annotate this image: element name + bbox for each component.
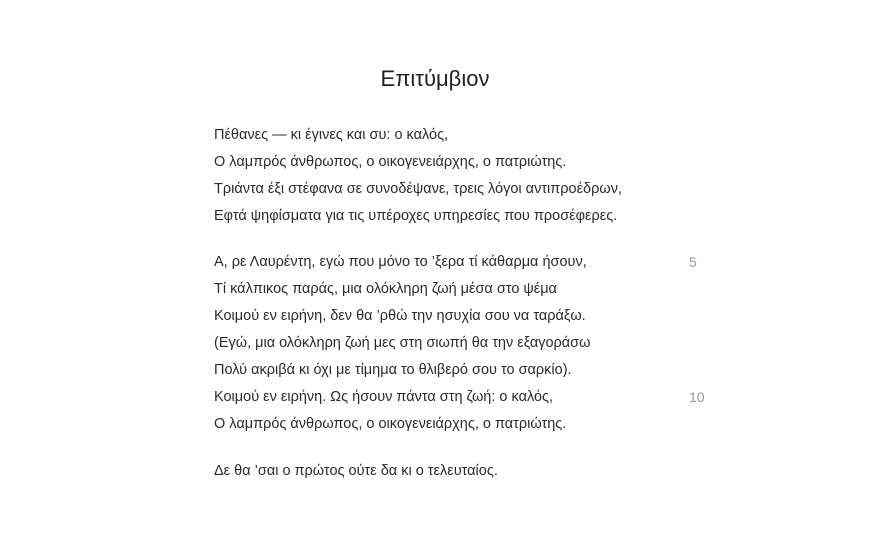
line-text: Πέθανες — κι έγινες και συ: ο καλός,: [214, 127, 449, 143]
line-text: Α, ρε Λαυρέντη, εγώ που μόνο το ’ξερα τί κάθαρμα ήσουν,: [214, 254, 587, 270]
line-text: Εφτά ψηφίσματα για τις υπέροχες υπηρεσίες που προσέφερες.: [214, 208, 618, 224]
line-number: 10: [689, 389, 705, 405]
line-text: Δε θα ’σαι ο πρώτος ούτε δα κι ο τελευταίος.: [214, 463, 498, 479]
line-number: 5: [689, 254, 697, 270]
line-text: Κοιμού εν ειρήνη, δεν θα ’ρθώ την ησυχία σου να ταράξω.: [214, 308, 586, 324]
line-text: Κοιμού εν ειρήνη. Ως ήσουν πάντα στη ζωή: ο καλός,: [214, 389, 554, 405]
line-text: Τριάντα έξι στέφανα σε συνοδέψανε, τρεις λόγοι αντιπροέδρων,: [214, 181, 622, 197]
stanza-2: [214, 249, 734, 438]
poem-line: [214, 249, 734, 276]
poem-line: [214, 149, 734, 176]
line-text: (Εγώ, μια ολόκληρη ζωή μες στη σιωπή θα την εξαγοράσω: [214, 335, 591, 351]
poem-line: [214, 176, 734, 203]
stanza-1: [214, 122, 734, 230]
poem-line: [214, 330, 734, 357]
line-text: Ο λαμπρός άνθρωπος, ο οικογενειάρχης, ο πατριώτης.: [214, 154, 567, 170]
poem-line: [214, 276, 734, 303]
poem-line: [214, 458, 734, 485]
poem-line: [214, 357, 734, 384]
poem-line: [214, 122, 734, 149]
poem-line: [214, 384, 734, 411]
poem-line: [214, 411, 734, 438]
line-text: Πολύ ακριβά κι όχι με τίμημα το θλιβερό σου το σαρκίο).: [214, 362, 572, 378]
poem-title: Επιτύμβιον: [380, 66, 490, 91]
line-text: Τί κάλπικος παράς, μια ολόκληρη ζωή μέσα στο ψέμα: [214, 281, 557, 297]
line-text: Ο λαμπρός άνθρωπος, ο οικογενειάρχης, ο πατριώτης.: [214, 416, 567, 432]
stanza-3: [214, 458, 734, 485]
poem-line: [214, 203, 734, 230]
poem-line: [214, 303, 734, 330]
